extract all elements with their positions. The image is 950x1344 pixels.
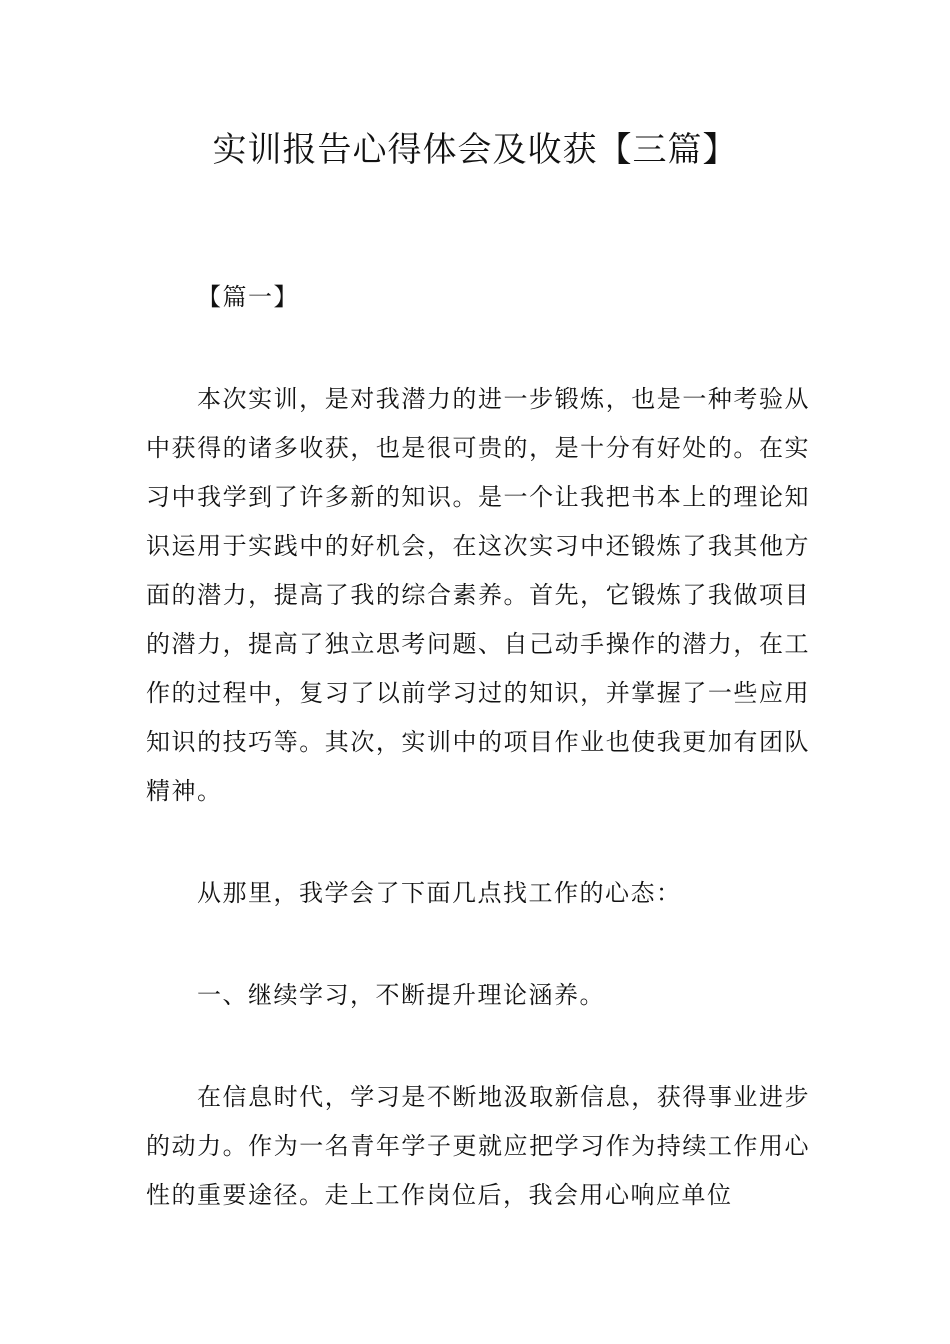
document-body [146, 273, 810, 1220]
paragraph-2: 从那里，我学会了下面几点找工作的心态： [197, 879, 682, 907]
paragraph-3: 一、继续学习，不断提升理论涵养。 [197, 981, 605, 1009]
section-label: 【篇一】 [197, 283, 299, 311]
paragraph-1: 本次实训，是对我潜力的进一步锻炼，也是一种考验从中获得的诸多收获，也是很可贵的，是十分有好处的。在实习中我学到了许多新的知识。是一个让我把书本上的理论知识运用于实践中的好机会，在这次实习中还锻炼了我其他方面的潜力，提高了我的综合素养。首先，它锻炼了我做项目的潜力，提高了独立思考问题、自己动手操作的潜力，在工作的过程中，复习了以前学习过的知识，并掌握了一些应用知识的技巧等。其次，实训中的项目作业也使我更加有团队精神。 [146, 385, 810, 805]
document-title: 实训报告心得体会及收获【三篇】 [212, 130, 738, 170]
paragraph-4: 在信息时代，学习是不断地汲取新信息，获得事业进步的动力。作为一名青年学子更就应把学习作为持续工作用心性的重要途径。走上工作岗位后，我会用心响应单位 [146, 1083, 810, 1209]
